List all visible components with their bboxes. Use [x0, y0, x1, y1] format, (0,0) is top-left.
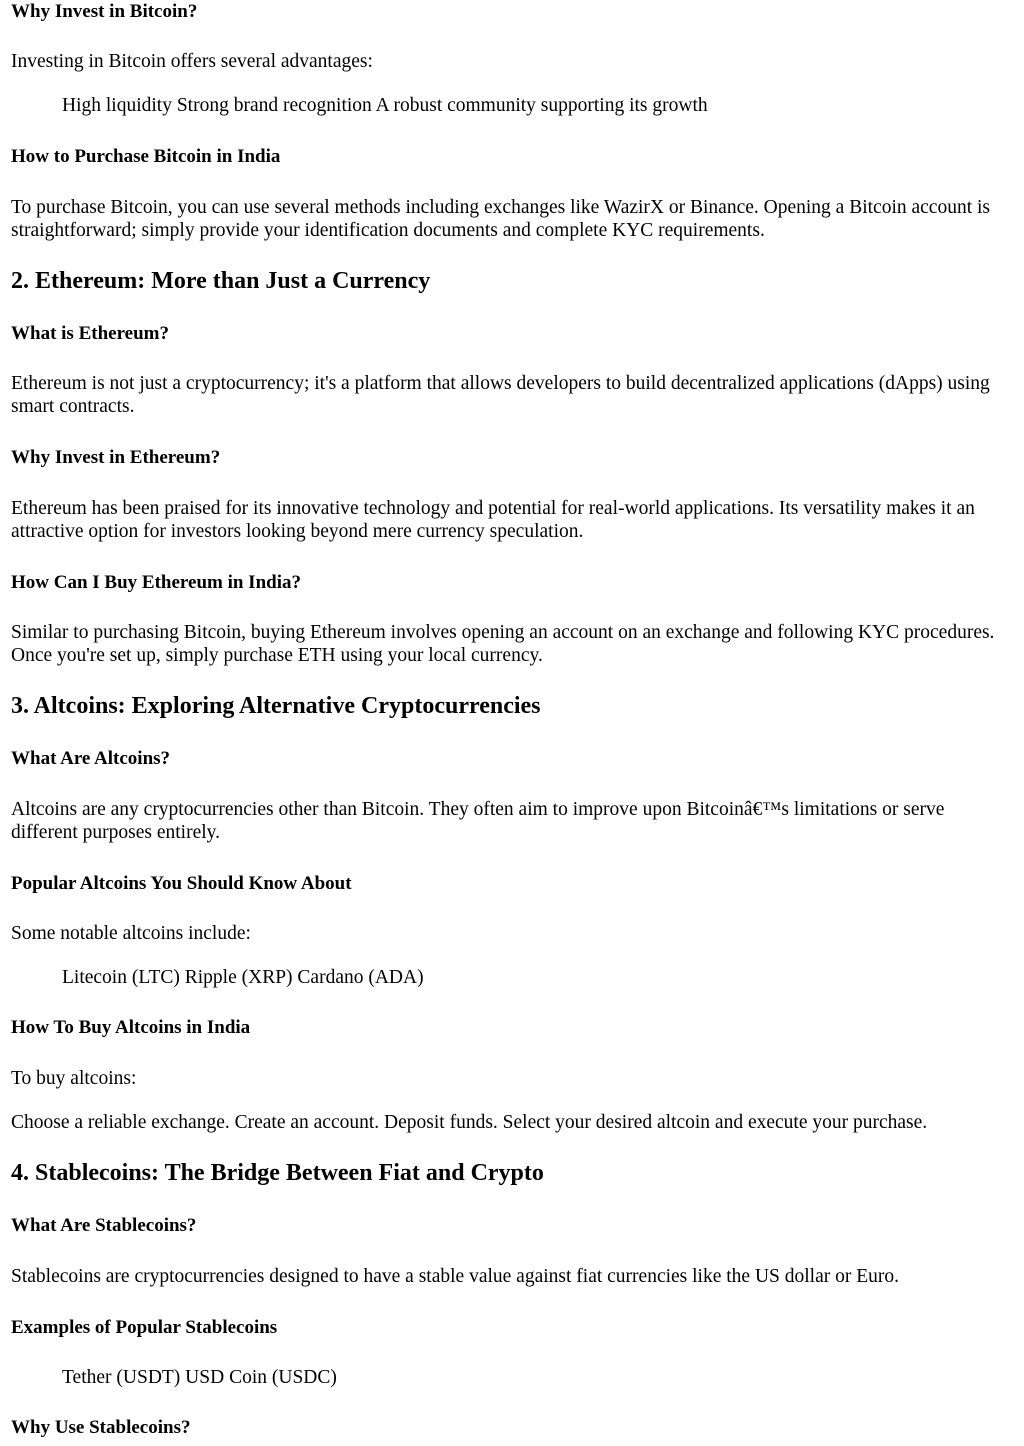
ethereum-buy-text: Similar to purchasing Bitcoin, buying Ethereum involves opening an account on an exchange and following KYC procedures. Once you're set up, simply purchase ETH using your local currency. — [11, 622, 995, 666]
ethereum-buy-heading: How Can I Buy Ethereum in India? — [11, 572, 301, 593]
bitcoin-why-heading: Why Invest in Bitcoin? — [11, 1, 198, 22]
altcoins-what-heading: What Are Altcoins? — [11, 748, 171, 769]
stablecoins-examples-heading: Examples of Popular Stablecoins — [11, 1317, 278, 1338]
stablecoins-what-text: Stablecoins are cryptocurrencies designed to have a stable value against fiat currencies like the US dollar or Euro. — [11, 1266, 900, 1287]
altcoins-popular-list: Litecoin (LTC) Ripple (XRP) Cardano (ADA) — [62, 967, 424, 988]
stablecoins-why-heading: Why Use Stablecoins? — [11, 1417, 191, 1438]
altcoins-buy-intro: To buy altcoins: — [11, 1068, 137, 1089]
altcoins-buy-steps: Choose a reliable exchange. Create an account. Deposit funds. Select your desired altcoin and execute your purchase. — [11, 1112, 928, 1133]
altcoins-popular-intro: Some notable altcoins include: — [11, 923, 251, 944]
altcoins-what-text: Altcoins are any cryptocurrencies other than Bitcoin. They often aim to improve upon Bitcoinâ€™s limitations or serve different purposes entirely. — [11, 799, 945, 843]
stablecoins-section-title: 4. Stablecoins: The Bridge Between Fiat and Crypto — [11, 1160, 544, 1186]
ethereum-why-heading: Why Invest in Ethereum? — [11, 447, 221, 468]
bitcoin-buy-heading: How to Purchase Bitcoin in India — [11, 146, 281, 167]
bitcoin-why-list: High liquidity Strong brand recognition A robust community supporting its growth — [62, 95, 708, 116]
altcoins-popular-heading: Popular Altcoins You Should Know About — [11, 873, 352, 894]
ethereum-what-text: Ethereum is not just a cryptocurrency; it's a platform that allows developers to build decentralized applications (dApps) using smart contracts. — [11, 373, 990, 417]
bitcoin-why-intro: Investing in Bitcoin offers several advantages: — [11, 51, 373, 72]
ethereum-what-heading: What is Ethereum? — [11, 323, 169, 344]
ethereum-why-text: Ethereum has been praised for its innovative technology and potential for real-world applications. Its versatility makes it an attractive option for investors looking beyond mere currency speculation. — [11, 498, 975, 542]
ethereum-section-title: 2. Ethereum: More than Just a Currency — [11, 268, 431, 294]
altcoins-section-title: 3. Altcoins: Exploring Alternative Cryptocurrencies — [11, 693, 541, 719]
stablecoins-examples-list: Tether (USDT) USD Coin (USDC) — [62, 1367, 337, 1388]
altcoins-buy-heading: How To Buy Altcoins in India — [11, 1017, 251, 1038]
bitcoin-buy-text: To purchase Bitcoin, you can use several methods including exchanges like WazirX or Binance. Opening a Bitcoin account is straightforward; simply provide your identification documents and complete KYC requirements. — [11, 197, 991, 241]
stablecoins-what-heading: What Are Stablecoins? — [11, 1215, 197, 1236]
